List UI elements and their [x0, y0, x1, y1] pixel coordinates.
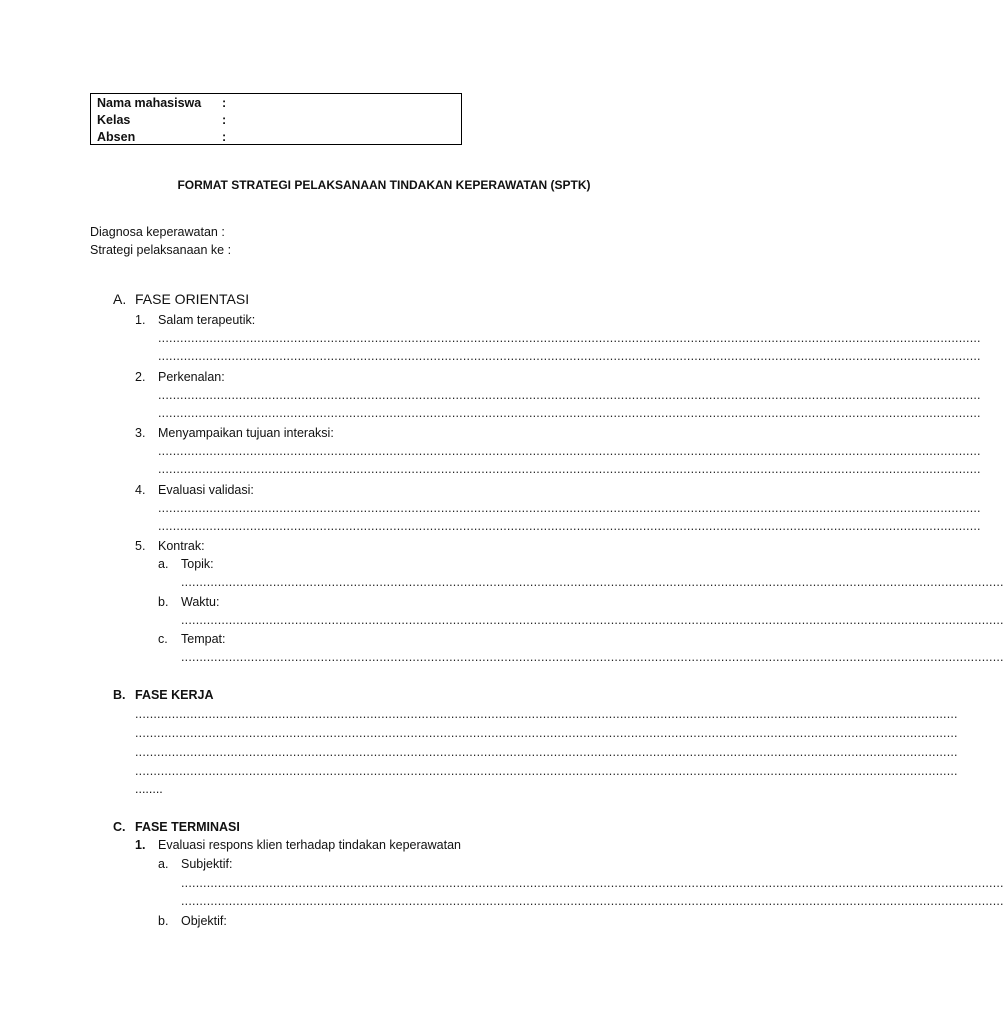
- identity-colon: :: [222, 130, 227, 144]
- item-number: 2.: [135, 370, 146, 384]
- strategi-label: Strategi pelaksanaan ke :: [90, 243, 232, 257]
- identity-label: Nama mahasiswa: [97, 96, 202, 110]
- item-label: Menyampaikan tujuan interaksi:: [158, 426, 334, 440]
- answer-line: ................................................................................................................................................................................................................................: [158, 349, 981, 363]
- answer-line: ................................................................................................................................................................................................................................: [181, 613, 1004, 627]
- item-label: Evaluasi validasi:: [158, 483, 254, 497]
- subitem-letter: b.: [158, 595, 169, 609]
- item-label: Kontrak:: [158, 539, 205, 553]
- identity-row-absen: [97, 130, 227, 144]
- answer-line: ................................................................................................................................................................................................................................: [158, 444, 981, 458]
- answer-line: ................................................................................................................................................................................................................................: [181, 894, 1004, 908]
- section-c-title: FASE TERMINASI: [135, 820, 240, 834]
- answer-line: ................................................................................................................................................................................................................................: [135, 764, 958, 778]
- identity-colon: :: [222, 96, 227, 110]
- answer-line: ................................................................................................................................................................................................................................: [135, 745, 958, 759]
- identity-row-name: [97, 96, 227, 110]
- section-c-letter: C.: [113, 820, 126, 834]
- item-number: 5.: [135, 539, 146, 553]
- subitem-label: Waktu:: [181, 595, 220, 609]
- item-label: Perkenalan:: [158, 370, 225, 384]
- item-number: 1.: [135, 313, 146, 327]
- answer-line: ................................................................................................................................................................................................................................: [158, 388, 981, 402]
- answer-line: ................................................................................................................................................................................................................................: [181, 876, 1004, 890]
- section-a-title: FASE ORIENTASI: [135, 291, 250, 307]
- answer-line: ................................................................................................................................................................................................................................: [158, 462, 981, 476]
- section-a-letter: A.: [113, 291, 127, 307]
- document-title: FORMAT STRATEGI PELAKSANAAN TINDAKAN KEPERAWATAN (SPTK): [177, 178, 591, 192]
- subitem-letter: b.: [158, 914, 169, 928]
- answer-line: ................................................................................................................................................................................................................................: [135, 726, 958, 740]
- subitem-label: Tempat:: [181, 632, 226, 646]
- answer-line: ................................................................................................................................................................................................................................: [135, 707, 958, 721]
- answer-line: ................................................................................................................................................................................................................................: [181, 650, 1004, 664]
- answer-line: ................................................................................................................................................................................................................................: [158, 331, 981, 345]
- student-identity-box: [90, 93, 462, 145]
- subitem-label: Subjektif:: [181, 857, 233, 871]
- item-number: 1.: [135, 838, 146, 852]
- answer-line: ................................................................................................................................................................................................................................: [158, 406, 981, 420]
- subitem-letter: a.: [158, 857, 169, 871]
- answer-line: ................................................................................................................................................................................................................................: [158, 501, 981, 515]
- identity-colon: :: [222, 113, 227, 127]
- item-number: 4.: [135, 483, 146, 497]
- subitem-letter: a.: [158, 557, 169, 571]
- diagnosa-label: Diagnosa keperawatan :: [90, 225, 225, 239]
- section-b-letter: B.: [113, 688, 126, 702]
- identity-label: Absen: [97, 130, 136, 144]
- subitem-letter: c.: [158, 632, 168, 646]
- subitem-label: Topik:: [181, 557, 214, 571]
- identity-label: Kelas: [97, 113, 131, 127]
- answer-line: ................................................................................................................................................................................................................................: [158, 519, 981, 533]
- item-label: Evaluasi respons klien terhadap tindakan keperawatan: [158, 838, 461, 852]
- subitem-label: Objektif:: [181, 914, 227, 928]
- answer-line: ................................................................................................................................................................................................................................: [181, 575, 1004, 589]
- identity-row-class: [97, 113, 227, 127]
- item-number: 3.: [135, 426, 146, 440]
- item-label: Salam terapeutik:: [158, 313, 256, 327]
- answer-line-tail: ........: [135, 782, 163, 796]
- section-b-title: FASE KERJA: [135, 688, 214, 702]
